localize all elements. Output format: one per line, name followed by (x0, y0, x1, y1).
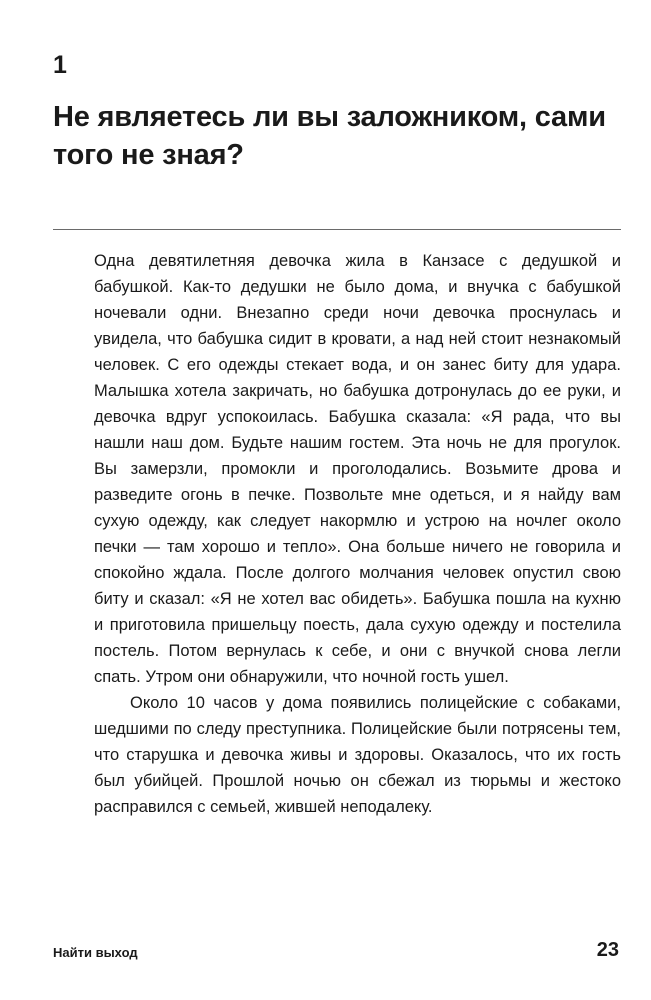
body-text (94, 248, 621, 820)
paragraph: Одна девятилетняя девочка жила в Канзасе с дедушкой и бабушкой. Как-то дедушки не было дома, и внучка с бабушкой ночевали одни. Внезапно среди ночи девочка проснулась и увидела, что бабушка сидит в кровати, а над ней стоит незнакомый человек. С его одежды стекает вода, и он занес биту для удара. Малышка хотела закричать, но бабушка дотронулась до ее руки, и девочка вдруг успокоилась. Бабушка сказала: «Я рада, что вы нашли наш дом. Будьте нашим гостем. Эта ночь не для прогулок. Вы замерзли, промокли и проголодались. Возьмите дрова и разведите огонь в печке. Позвольте мне одеться, и я найду вам сухую одежду, как следует накормлю и устрою на ночлег около печки — там хорошо и тепло». Она больше ничего не говорила и спокойно ждала. После долгого молчания человек опустил свою биту и сказал: «Я не хотел вас обидеть». Бабушка пошла на кухню и приготовила пришельцу поесть, дала сухую одежду и постелила постель. Потом вернулась к себе, и они с внучкой снова легли спать. Утром они обнаружили, что ночной гость ушел. (94, 252, 621, 686)
chapter-title: Не являетесь ли вы заложником, сами того не зная? (53, 101, 606, 171)
chapter-number: 1 (53, 51, 67, 79)
page-number: 23 (596, 939, 619, 961)
divider-line (53, 229, 621, 230)
running-footer-title: Найти выход (53, 945, 138, 960)
paragraph: Около 10 часов у дома появились полицейские с собаками, шедшими по следу преступника. Полицейские были потрясены тем, что старушка и девочка живы и здоровы. Оказалось, что их гость был убийцей. Прошлой ночью он сбежал из тюрьмы и жестоко расправился с семьей, жившей неподалеку. (94, 694, 621, 816)
